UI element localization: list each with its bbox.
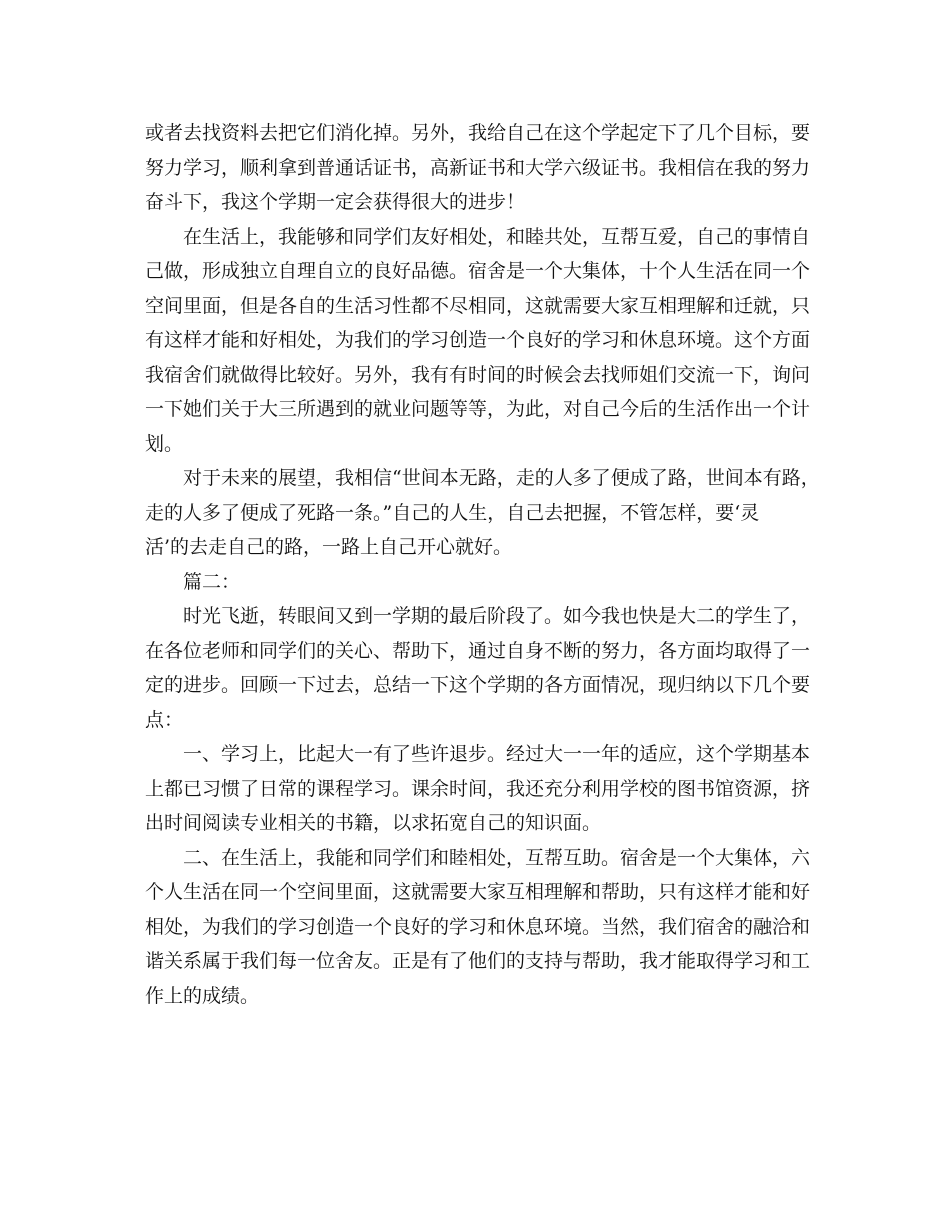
text-line: 定的进步。回顾一下过去，总结一下这个学期的各方面情况，现归纳以下几个要 xyxy=(145,674,811,696)
text-line: 奋斗下，我这个学期一定会获得很大的进步！ xyxy=(145,191,526,213)
paragraph-3 xyxy=(145,461,820,565)
text-line: 出时间阅读专业相关的书籍，以求拓宽自己的知识面。 xyxy=(145,812,602,834)
text-line: 我宿舍们就做得比较好。另外，我有有时间的时候会去找师姐们交流一下，询问 xyxy=(145,363,811,386)
text-line: 个人生活在同一个空间里面，这就需要大家互相理解和帮助，只有这样才能和好 xyxy=(145,881,811,903)
text-line: 己做，形成独立自理自立的良好品德。宿舍是一个大集体，十个人生活在同一个 xyxy=(145,260,811,282)
text-line: 篇二： xyxy=(183,570,241,593)
text-line: 作上的成绩。 xyxy=(145,984,260,1007)
text-line: 划。 xyxy=(145,432,184,455)
text-line: 活’的去走自己的路，一路上自己开心就好。 xyxy=(145,536,513,558)
text-line: 一下她们关于大三所遇到的就业问题等等，为此，对自己今后的生活作出一个计 xyxy=(145,398,811,420)
text-line: 一、学习上，比起大一有了些许退步。经过大一一年的适应，这个学期基本 xyxy=(183,743,811,765)
text-line: 走的人多了便成了死路一条。”自己的人生，自己去把握，不管怎样，要‘灵 xyxy=(145,501,760,524)
paragraph-7 xyxy=(145,841,810,1014)
text-line: 努力学习，顺利拿到普通话证书，高新证书和大学六级证书。我相信在我的努力 xyxy=(145,156,811,179)
paragraph-6 xyxy=(145,737,810,841)
text-line: 在生活上，我能够和同学们友好相处，和睦共处，互帮互爱，自己的事情自 xyxy=(183,225,811,248)
text-line: 点： xyxy=(145,708,184,731)
document-body xyxy=(145,116,820,1013)
text-line: 对于未来的展望，我相信“世间本无路，走的人多了便成了路，世间本有路， xyxy=(183,467,820,489)
section-heading xyxy=(145,565,810,600)
text-line: 上都已习惯了日常的课程学习。课余时间，我还充分利用学校的图书馆资源，挤 xyxy=(145,777,811,800)
text-line: 在各位老师和同学们的关心、帮助下，通过自身不断的努力，各方面均取得了一 xyxy=(145,639,811,662)
text-line: 时光飞逝，转眼间又到一学期的最后阶段了。如今我也快是大二的学生了， xyxy=(183,605,811,627)
text-line: 二、在生活上，我能和同学们和睦相处，互帮互助。宿舍是一个大集体，六 xyxy=(183,846,811,869)
paragraph-5 xyxy=(145,599,810,737)
text-line: 有这样才能和好相处，为我们的学习创造一个良好的学习和休息环境。这个方面 xyxy=(145,329,811,351)
text-line: 或者去找资料去把它们消化掉。另外，我给自己在这个学起定下了几个目标，要 xyxy=(145,122,811,144)
text-line: 空间里面，但是各自的生活习性都不尽相同，这就需要大家互相理解和迁就，只 xyxy=(145,294,811,317)
text-line: 谐关系属于我们每一位舍友。正是有了他们的支持与帮助，我才能取得学习和工 xyxy=(145,950,811,972)
paragraph-2 xyxy=(145,220,810,462)
text-line: 相处，为我们的学习创造一个良好的学习和休息环境。当然，我们宿舍的融洽和 xyxy=(145,915,811,938)
paragraph-1 xyxy=(145,116,810,220)
